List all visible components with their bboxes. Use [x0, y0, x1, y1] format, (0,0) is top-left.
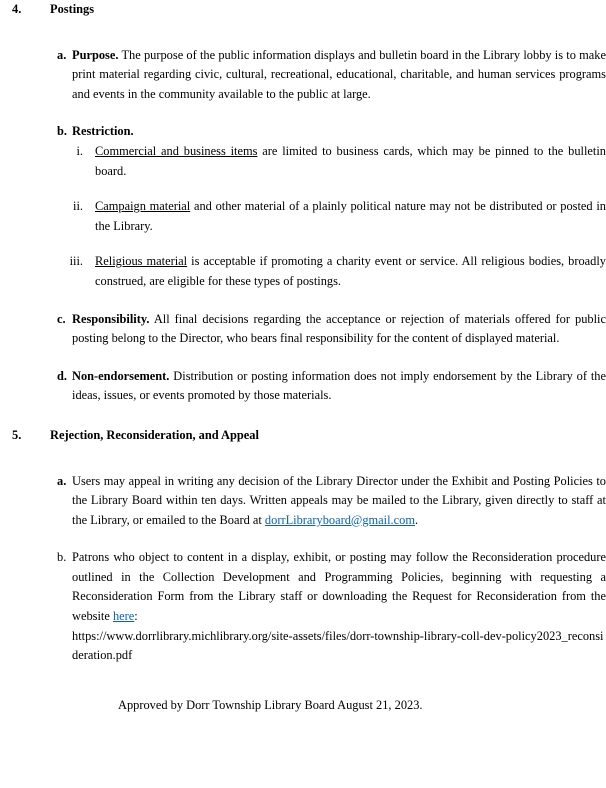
subitem-underlined-phrase: Campaign material [95, 199, 191, 214]
section-title: Postings [50, 2, 95, 16]
item-body-text: Patrons who object to content in a display, exhibit, or posting may follow the Reconsideration procedure outlined in the Collection Development and Programming Policies, beginning with requesting a Reconsideration Form from the Library staff or downloading the Request for Reconsideration from the website [72, 550, 606, 624]
list-item-purpose [0, 46, 606, 105]
item-marker: d. [57, 368, 67, 383]
subitem-body-text: are limited to business cards, which may be pinned to the bulletin board. [95, 143, 606, 178]
item-body-text: Distribution or posting information does not imply endorsement by the Library of the ideas, issues, or events promoted by those materials. [72, 368, 606, 403]
subitem-underlined-phrase: Religious material [95, 254, 188, 269]
section-number: 5. [12, 427, 22, 442]
item-body-text: All final decisions regarding the acceptance or rejection of materials offered for public posting belong to the Director, who bears final responsibility for the content of displayed material. [72, 311, 606, 346]
item-lead-label: Responsibility. [72, 311, 150, 326]
item-lead-label: Purpose. [72, 47, 119, 62]
list-item-restriction [0, 122, 606, 142]
item-body-text: Users may appeal in writing any decision of the Library Director under the Exhibit and Posting Policies to the Library Board within ten days. Written appeals may be mailed to the Library, given directly to staff at the Library, or emailed to the Board at [72, 473, 606, 527]
subitem-body-text: and other material of a plainly political nature may not be distributed or posted in the Library. [95, 199, 606, 233]
subitem-marker: ii. [73, 199, 83, 214]
section-heading [0, 426, 606, 446]
section-title: Rejection, Reconsideration, and Appeal [50, 427, 259, 442]
sublist-item-commercial [0, 142, 606, 181]
item-marker: b. [57, 550, 67, 565]
section-rejection-reconsideration-appeal [0, 426, 606, 666]
subitem-underlined-phrase: Commercial and business items [95, 143, 258, 158]
list-item-reconsideration [0, 548, 606, 666]
section-number: 4. [12, 2, 22, 16]
list-item-responsibility [0, 310, 606, 349]
sublist-item-campaign [0, 197, 606, 236]
item-marker: a. [57, 473, 67, 488]
item-marker: b. [57, 124, 67, 139]
item-lead-label: Restriction. [72, 124, 134, 139]
item-lead-label: Non-endorsement. [72, 368, 170, 383]
item-marker: a. [57, 47, 67, 62]
here-link[interactable]: here [112, 609, 135, 624]
approval-statement: Approved by Dorr Township Library Board August 21, 2023. [118, 697, 423, 712]
item-trailing-punctuation: : [134, 609, 138, 624]
item-body-text: The purpose of the public information displays and bulletin board in the Library lobby is to make print material regarding civic, cultural, recreational, educational, charitable, and human services programs and events in the community available to the public at large. [72, 47, 606, 101]
sublist-item-religious [0, 252, 606, 291]
item-marker: c. [57, 311, 66, 326]
reconsideration-url: https://www.dorrlibrary.michlibrary.org/site-assets/files/dorr-township-library-coll-dev-policy2023_reconsideration.pdf [72, 628, 604, 663]
list-item-non-endorsement [0, 367, 606, 406]
subitem-body-text: is acceptable if promoting a charity event or service. All religious bodies, broadly construed, are eligible for these types of postings. [95, 254, 606, 288]
item-trailing-punctuation: . [415, 512, 419, 527]
section-heading [0, 0, 606, 20]
list-item-appeal [0, 472, 606, 531]
subitem-marker: i. [76, 143, 83, 158]
subitem-marker: iii. [69, 254, 83, 269]
email-link[interactable]: dorrLibraryboard@gmail.com [264, 512, 415, 527]
